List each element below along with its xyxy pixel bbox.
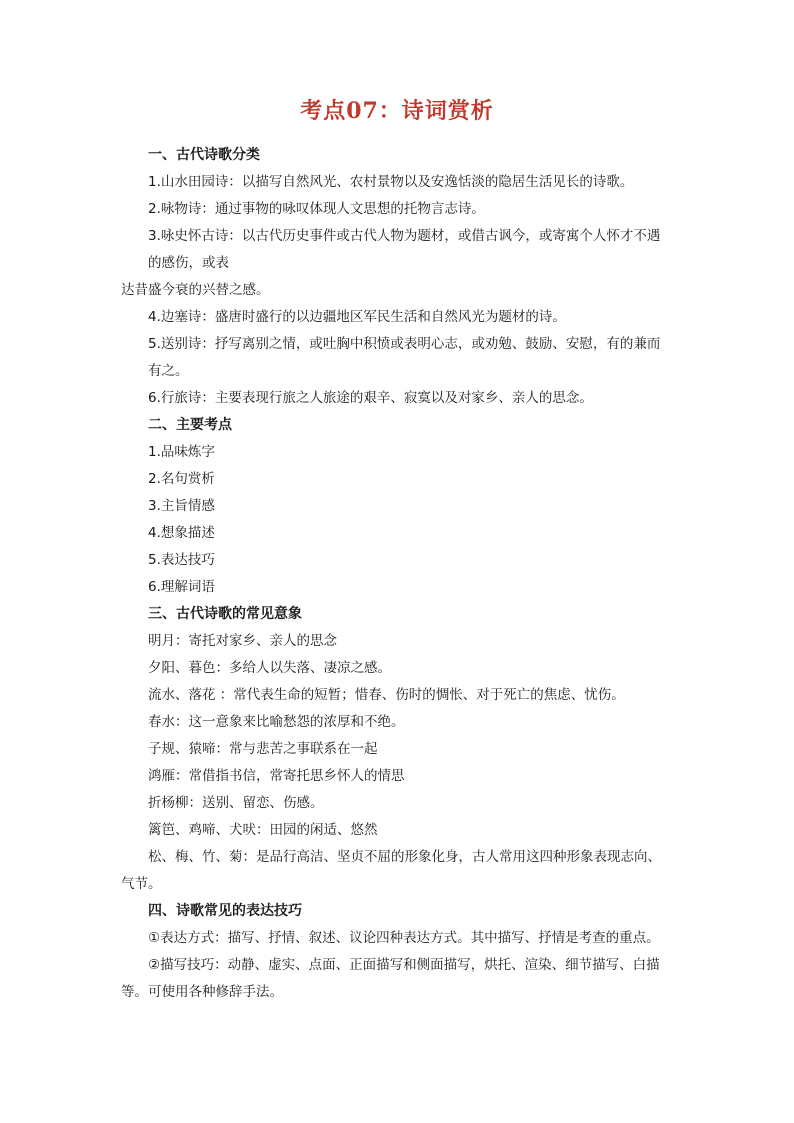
text-line: 1.山水田园诗：以描写自然风光、农村景物以及安逸恬淡的隐居生活见长的诗歌。 xyxy=(148,174,634,190)
text-line: 3.咏史怀古诗：以古代历史事件或古代人物为题材，或借古讽今，或寄寓个人怀才不遇 xyxy=(148,228,661,244)
text-line: 春水：这一意象来比喻愁怨的浓厚和不绝。 xyxy=(148,714,405,730)
text-line: 夕阳、暮色：多给人以失落、凄凉之感。 xyxy=(148,660,391,676)
text-line: ①表达方式：描写、抒情、叙述、议论四种表达方式。其中描写、抒情是考查的重点。 xyxy=(148,930,660,946)
list-item: 4.想象描述 xyxy=(148,525,215,541)
text-line: ②描写技巧：动静、虚实、点面、正面描写和侧面描写，烘托、渲染、细节描写、白描 xyxy=(148,957,660,973)
text-line: 明月：寄托对家乡、亲人的思念 xyxy=(148,633,337,649)
section-heading: 一、古代诗歌分类 xyxy=(148,147,260,163)
text-line: 5.送别诗：抒写离别之情，或吐胸中积愤或表明心志，或劝勉、鼓励、安慰，有的兼而 xyxy=(148,336,661,352)
text-line: 气节。 xyxy=(121,876,162,892)
text-line: 折杨柳：送别、留恋、伤感。 xyxy=(148,795,324,811)
section-heading: 四、诗歌常见的表达技巧 xyxy=(148,903,302,919)
text-line: 2.咏物诗：通过事物的咏叹体现人文思想的托物言志诗。 xyxy=(148,201,485,217)
text-line: 流水、落花 ：常代表生命的短暂；惜春、伤时的惆怅、对于死亡的焦虑、忧伤。 xyxy=(148,687,625,703)
list-item: 6.理解词语 xyxy=(148,579,215,595)
section-heading: 三、古代诗歌的常见意象 xyxy=(148,606,302,622)
list-item: 3.主旨情感 xyxy=(148,498,215,514)
list-item: 1.品味炼字 xyxy=(148,444,215,460)
text-line: 鸿雁：常借指书信，常寄托思乡怀人的情思 xyxy=(148,768,405,784)
list-item: 5.表达技巧 xyxy=(148,552,215,568)
text-line: 6.行旅诗：主要表现行旅之人旅途的艰辛、寂寞以及对家乡、亲人的思念。 xyxy=(148,390,593,406)
list-item: 2.名句赏析 xyxy=(148,471,215,487)
text-line: 达昔盛今衰的兴替之感。 xyxy=(121,282,270,298)
text-line: 松、梅、竹、菊：是品行高洁、坚贞不屈的形象化身，古人常用这四种形象表现志向、 xyxy=(148,849,661,865)
text-line: 子规、猿啼：常与悲苦之事联系在一起 xyxy=(148,741,378,757)
section-heading: 二、主要考点 xyxy=(148,417,232,433)
page-title: 考点07：诗词赏析 xyxy=(300,98,494,124)
text-line: 4.边塞诗：盛唐时盛行的以边疆地区军民生活和自然风光为题材的诗。 xyxy=(148,309,566,325)
text-line: 的感伤，或表 xyxy=(148,255,229,271)
text-line: 篱笆、鸡啼、犬吠：田园的闲适、悠然 xyxy=(148,822,378,838)
text-line: 有之。 xyxy=(148,363,189,379)
text-line: 等。可使用各种修辞手法。 xyxy=(121,984,283,1000)
